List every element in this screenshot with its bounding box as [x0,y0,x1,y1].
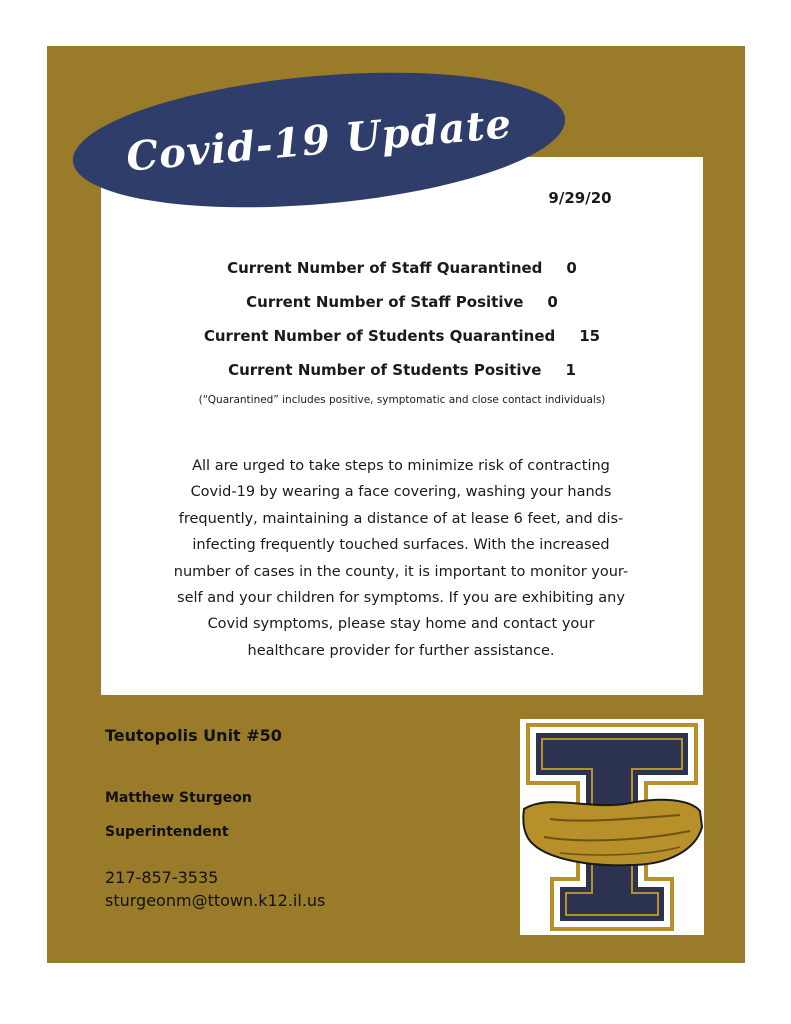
stat-value: 1 [565,361,576,379]
paragraph-line: Covid-19 by wearing a face covering, washing your hands [190,484,612,501]
paragraph-line: frequently, maintaining a distance of at lease 6 feet, and dis- [178,510,624,527]
paragraph-line: self and your children for symptoms. If you are exhibiting any [177,590,625,607]
stat-label: Current Number of Staff Positive [246,293,524,311]
paragraph-line: number of cases in the county, it is important to monitor your- [173,563,629,580]
teutopolis-t-wooden-shoe-logo-icon [520,719,704,935]
flyer-title: Covid-19 Update [124,99,514,181]
stat-label: Current Number of Students Positive [228,361,542,379]
paragraph-line: infecting frequently touched surfaces. With the increased [192,537,610,554]
quarantine-note: (“Quarantined” includes positive, symptomatic and close contact individuals) [198,394,606,406]
contact-phone: 217-857-3535 [105,868,219,887]
guidance-paragraph [150,453,652,664]
stat-staff-positive [101,293,703,311]
stat-label: Current Number of Students Quarantined [203,327,556,345]
stat-students-positive [101,361,703,379]
school-logo [520,719,704,935]
stat-value: 0 [547,293,558,311]
paragraph-line: Covid symptoms, please stay home and contact your [207,616,595,633]
stat-staff-quarantined [101,259,703,277]
contact-name: Matthew Sturgeon [105,790,252,806]
flyer-date: 9/29/20 [548,189,612,207]
stat-label: Current Number of Staff Quarantined [227,259,543,277]
contact-role: Superintendent [105,824,229,840]
contact-email: sturgeonm@ttown.k12.il.us [105,891,326,910]
organization-name: Teutopolis Unit #50 [105,726,282,745]
stat-value: 15 [579,327,601,345]
paragraph-line: All are urged to take steps to minimize risk of contracting [192,458,610,474]
paragraph-line: healthcare provider for further assistance. [247,642,555,659]
stat-students-quarantined [101,327,703,345]
stat-value: 0 [566,259,577,277]
